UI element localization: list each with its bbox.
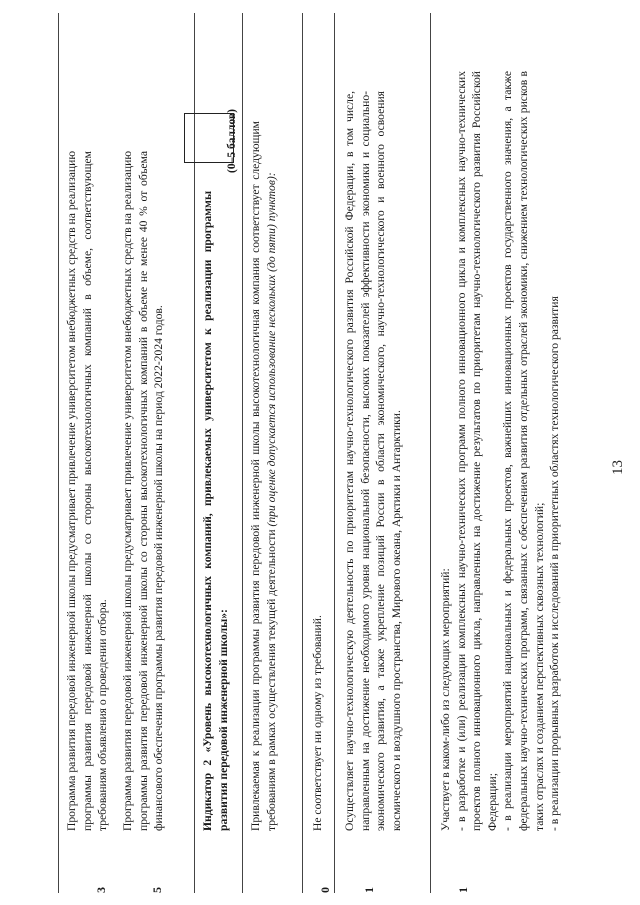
intro-italic-note: (при оценке допускается использование нескольких (до пяти) пунктов): [264, 172, 278, 527]
row-score: 1 [456, 887, 470, 893]
table-top-rule [58, 13, 59, 893]
page-number: 13 [610, 460, 626, 475]
row-text: Не соответствует ни одному из требований. [311, 615, 324, 831]
row-score: 0 [318, 887, 332, 893]
list-item: - в разработке и (или) реализации комплексных научно-технических программ полного инновационного цикла и комплексных научно-технических проектов полного инновационного цикла, направленных на достижение результатов по приоритетам научно-технологического развития Российской Федерации; [454, 71, 499, 831]
intro-text: Привлекаемая к реализации программы развития передовой инженерной школы высокотехнологичная компания соответствует следующим требованиям в рамках осуществления текущей деятельности [249, 121, 278, 831]
indicator-title: Индикатор 2 «Уровень высокотехнологичных компаний, привлекаемых университетом к реализации программы развития передовой инженерной школы»: [201, 191, 230, 831]
row-text: Программа развития передовой инженерной школы предусматривает привлечение университетом внебюджетных средств на реализацию программы развития передовой инженерной школы со стороны высокотехнологичных компаний в объеме, соответствующем требованиям объявления о проведении отбора. [65, 151, 110, 831]
indicator-intro [248, 121, 279, 831]
row-text: Программа развития передовой инженерной школы предусматривает привлечение университетом внебюджетных средств на реализацию программы развития передовой инженерной школы со стороны высокотехнологичных компаний в объеме не менее 40 % от объема финансового обеспечения программы развития передовой инженерной школы на период 2022-2024 годов. [121, 151, 166, 831]
row-score: 5 [150, 887, 164, 893]
list-item: Участвует в каком-либо из следующих мероприятий: [439, 568, 452, 831]
row-text [438, 71, 563, 831]
list-item: - в реализации прорывных разработок и исследований в приоритетных областях технологического развития [548, 296, 562, 831]
score-range: (0–5 баллов) [226, 109, 238, 173]
row-separator [302, 13, 303, 893]
row-separator [242, 13, 243, 893]
row-score: 3 [94, 887, 108, 893]
row-score: 1 [362, 887, 376, 893]
score-entry-box[interactable] [184, 113, 234, 163]
row-text: Осуществляет научно-технологическую деятельность по приоритетам научно-технологического развития Российской Федерации, в том числе, направленным на достижение необходимого уровня национальной безопасности, высоких показателей эффективности экономики и социально-экономического развития, а также укрепление позиций России в области экономического, научно-технологического и военного освоения космического и воздушного пространства, Мирового океана, Арктики и Антарктики. [343, 91, 403, 831]
row-separator [430, 13, 431, 893]
list-item: - в реализации мероприятий национальных и федеральных проектов, важнейших инновационных проектов государственного значения, а также федеральных научно-технических программ, связанных с обеспечением развития отдельных отраслей экономики, снижением технологических рисков в таких отраслях и созданием перспективных сквозных технологий; [501, 71, 546, 831]
row-separator [334, 13, 335, 893]
